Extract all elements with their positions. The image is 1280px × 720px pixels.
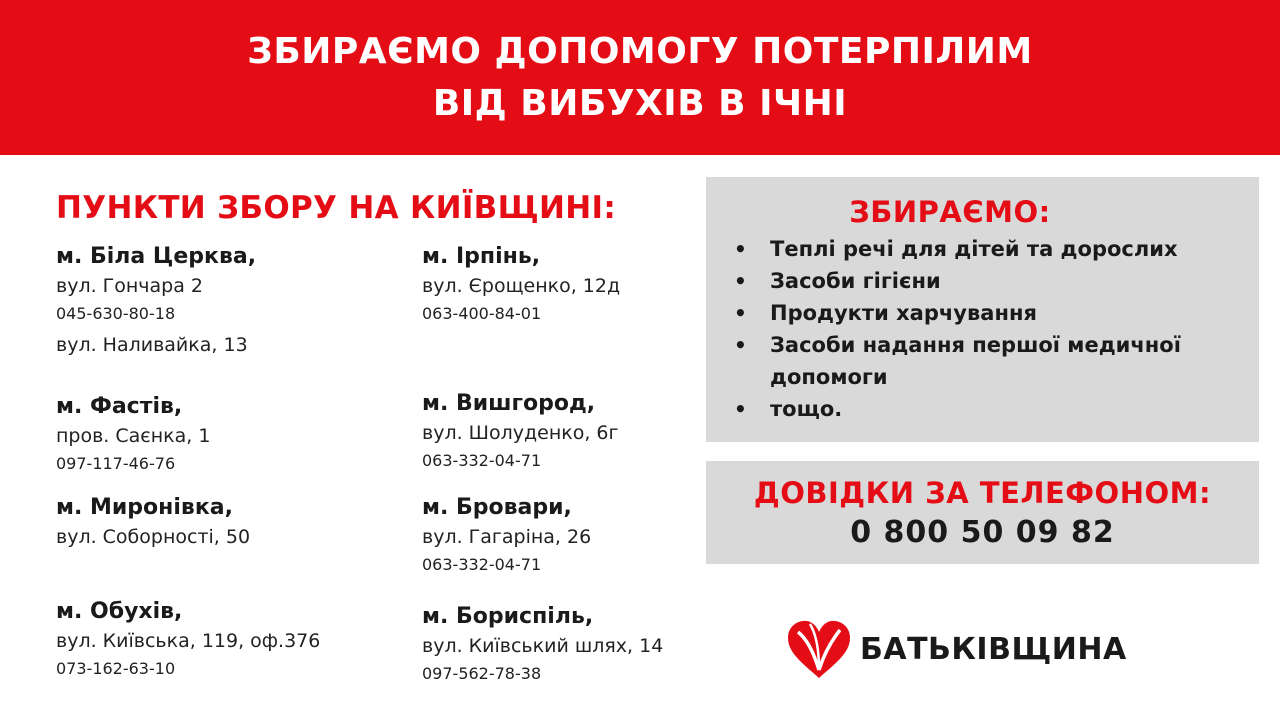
location-phone: 097-562-78-38 bbox=[422, 664, 542, 683]
location-city: м. Біла Церква, bbox=[56, 244, 257, 269]
location-city: м. Вишгород, bbox=[422, 391, 596, 416]
bullet-icon: • bbox=[734, 269, 747, 293]
bullet-icon: • bbox=[734, 237, 747, 261]
location-address: вул. Гончара 2 bbox=[56, 275, 203, 297]
location-city: м. Обухів, bbox=[56, 599, 183, 624]
location-city: м. Миронівка, bbox=[56, 495, 233, 520]
location-address-secondary: вул. Наливайка, 13 bbox=[56, 334, 248, 356]
collecting-items-list bbox=[734, 233, 1234, 425]
header-banner bbox=[0, 0, 1280, 155]
location-address: вул. Шолуденко, 6г bbox=[422, 422, 619, 444]
location-address: вул. Єрощенко, 12д bbox=[422, 275, 621, 297]
logo-text: БАТЬКІВЩИНА bbox=[860, 631, 1127, 667]
hotline-title: ДОВІДКИ ЗА ТЕЛЕФОНОМ: bbox=[753, 475, 1212, 510]
banner-title-line-1: ЗБИРАЄМО ДОПОМОГУ ПОТЕРПІЛИМ bbox=[247, 30, 1033, 72]
location-phone: 045-630-80-18 bbox=[56, 304, 176, 323]
collecting-item-label: Теплі речі для дітей та дорослих bbox=[770, 237, 1178, 261]
location-fastiv bbox=[56, 393, 210, 477]
collecting-title: ЗБИРАЄМО: bbox=[849, 195, 1051, 229]
collecting-item-label: Продукти харчування bbox=[770, 301, 1037, 325]
location-brovary bbox=[422, 494, 591, 578]
location-myronivka bbox=[56, 494, 250, 551]
location-phone: 063-332-04-71 bbox=[422, 451, 542, 470]
party-logo bbox=[786, 618, 1127, 680]
collecting-item bbox=[734, 297, 1234, 329]
collecting-item-label: Засоби гігієни bbox=[770, 269, 941, 293]
location-phone: 097-117-46-76 bbox=[56, 454, 176, 473]
location-phone: 063-400-84-01 bbox=[422, 304, 542, 323]
bullet-icon: • bbox=[734, 301, 747, 325]
location-address: вул. Гагаріна, 26 bbox=[422, 526, 592, 548]
collecting-items-box bbox=[706, 177, 1259, 442]
banner-title-line-2: ВІД ВИБУХІВ В ІЧНІ bbox=[432, 82, 848, 124]
location-address: вул. Соборності, 50 bbox=[56, 526, 251, 548]
collecting-item bbox=[734, 233, 1234, 265]
bullet-icon: • bbox=[734, 333, 747, 357]
heart-logo-icon bbox=[786, 618, 852, 680]
collecting-item bbox=[734, 265, 1234, 297]
location-address: пров. Саєнка, 1 bbox=[56, 425, 211, 447]
hotline-box bbox=[706, 461, 1259, 564]
collecting-item-label: Засоби надання першої медичної допомоги bbox=[770, 333, 1181, 389]
location-city: м. Бориспіль, bbox=[422, 604, 594, 629]
location-vyshhorod bbox=[422, 390, 619, 474]
location-phone: 073-162-63-10 bbox=[56, 659, 176, 678]
bullet-icon: • bbox=[734, 397, 747, 421]
hotline-number: 0 800 50 09 82 bbox=[850, 514, 1115, 550]
collection-points-heading: ПУНКТИ ЗБОРУ НА КИЇВЩИНІ: bbox=[56, 190, 617, 226]
location-bila-tserkva bbox=[56, 243, 256, 359]
location-city: м. Ірпінь, bbox=[422, 244, 541, 269]
collecting-item bbox=[734, 329, 1234, 393]
location-city: м. Фастів, bbox=[56, 394, 183, 419]
location-obukhiv bbox=[56, 598, 320, 682]
location-address: вул. Київський шлях, 14 bbox=[422, 635, 664, 657]
collecting-item bbox=[734, 393, 1234, 425]
location-irpin bbox=[422, 243, 620, 327]
location-boryspil bbox=[422, 603, 663, 687]
location-phone: 063-332-04-71 bbox=[422, 555, 542, 574]
collecting-item-label: тощо. bbox=[770, 397, 843, 421]
location-address: вул. Київська, 119, оф.376 bbox=[56, 630, 321, 652]
location-city: м. Бровари, bbox=[422, 495, 572, 520]
